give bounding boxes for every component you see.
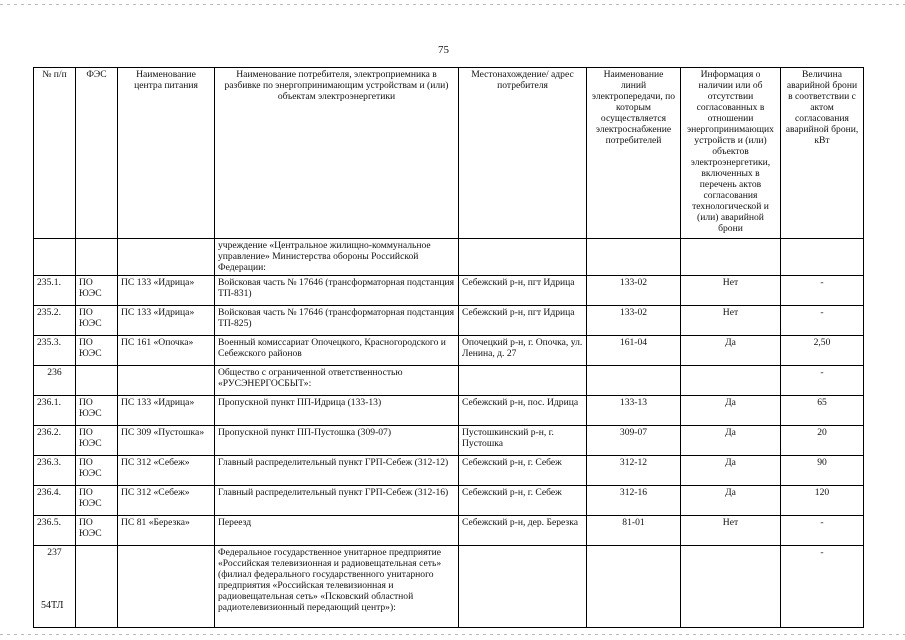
- cell-consumer: Военный комиссариат Опочецкого, Красногородского и Себежского районов: [215, 336, 459, 366]
- cell-consumer: учреждение «Центральное жилищно-коммунальное управление» Министерства обороны Российской Федерации:: [215, 239, 459, 276]
- cell-address: Себежский р-н, г. Себеж: [459, 456, 587, 486]
- cell-number: 236: [34, 366, 76, 396]
- cell-power-center: [118, 366, 215, 396]
- cell-fes: ПО ЮЭС: [76, 516, 118, 546]
- table-row: [34, 486, 864, 516]
- table-row: [34, 546, 864, 628]
- page-number: 75: [438, 44, 449, 56]
- col-header-reserve-kw: Величина аварийной брони в соответствии с актом согласования аварийной брони, кВт: [781, 68, 864, 239]
- cell-line: [587, 239, 681, 276]
- cell-reserve: 120: [781, 486, 864, 516]
- cell-address: Пустошкинский р-н, г. Пустошка: [459, 426, 587, 456]
- table-row: [34, 396, 864, 426]
- cell-line: 133-02: [587, 276, 681, 306]
- cell-line: 312-12: [587, 456, 681, 486]
- cell-power-center: ПС 81 «Березка»: [118, 516, 215, 546]
- table-row: [34, 336, 864, 366]
- cell-line: 312-16: [587, 486, 681, 516]
- col-header-fes: ФЭС: [76, 68, 118, 239]
- cell-reserve: -: [781, 306, 864, 336]
- cell-reserve: -: [781, 516, 864, 546]
- cell-consumer: Войсковая часть № 17646 (трансформаторная подстанция ТП-831): [215, 276, 459, 306]
- cell-power-center: ПС 133 «Идрица»: [118, 276, 215, 306]
- cell-number: 236.2.: [34, 426, 76, 456]
- cell-fes: ПО ЮЭС: [76, 456, 118, 486]
- cell-fes: [76, 239, 118, 276]
- cell-agreement: [681, 239, 781, 276]
- cell-line: 133-13: [587, 396, 681, 426]
- cell-power-center: [118, 239, 215, 276]
- scan-artifact-top: [0, 4, 905, 5]
- cell-power-center: ПС 161 «Опочка»: [118, 336, 215, 366]
- cell-consumer: Пропускной пункт ПП-Идрица (133-13): [215, 396, 459, 426]
- table-row: [34, 276, 864, 306]
- scan-artifact-bottom: [0, 634, 905, 635]
- cell-number: 235.1.: [34, 276, 76, 306]
- cell-consumer: Федеральное государственное унитарное предприятие «Российская телевизионная и радиовещательная сеть» (филиал федерального государственного унитарного предприятия «Российская телевизионная и радиовещательная сеть» «Псковский областной радиотелевизионный передающий центр»):: [215, 546, 459, 628]
- cell-fes: ПО ЮЭС: [76, 426, 118, 456]
- cell-fes: ПО ЮЭС: [76, 336, 118, 366]
- cell-agreement: [681, 546, 781, 628]
- cell-reserve: 2,50: [781, 336, 864, 366]
- cell-reserve: 65: [781, 396, 864, 426]
- cell-address: [459, 239, 587, 276]
- col-header-address: Местонахождение/ адрес потребителя: [459, 68, 587, 239]
- cell-reserve: [781, 239, 864, 276]
- cell-address: Себежский р-н, пос. Идрица: [459, 396, 587, 426]
- col-header-lines: Наименование линий электропередачи, по которым осуществляется электроснабжение потребителей: [587, 68, 681, 239]
- cell-agreement: Да: [681, 396, 781, 426]
- cell-number: 235.2.: [34, 306, 76, 336]
- col-header-consumer: Наименование потребителя, электроприемника в разбивке по энергопринимающим устройствам и (или) объектам электроэнергетики: [215, 68, 459, 239]
- cell-fes: ПО ЮЭС: [76, 276, 118, 306]
- cell-line: 81-01: [587, 516, 681, 546]
- table-row: [34, 426, 864, 456]
- cell-agreement: Нет: [681, 516, 781, 546]
- col-header-number: № п/п: [34, 68, 76, 239]
- table-row: [34, 366, 864, 396]
- cell-power-center: ПС 133 «Идрица»: [118, 396, 215, 426]
- cell-number: 236.1.: [34, 396, 76, 426]
- cell-line: [587, 366, 681, 396]
- cell-reserve: 20: [781, 426, 864, 456]
- cell-reserve: -: [781, 276, 864, 306]
- consumer-table: [33, 67, 864, 628]
- cell-number: [34, 239, 76, 276]
- cell-power-center: ПС 133 «Идрица»: [118, 306, 215, 336]
- table-header-row: [34, 68, 864, 239]
- cell-address: Себежский р-н, пгт Идрица: [459, 276, 587, 306]
- cell-address: Себежский р-н, пгт Идрица: [459, 306, 587, 336]
- col-header-agreement-info: Информация о наличии или об отсутствии согласованных в отношении энергопринимающих устройств и (или) объектов электроэнергетики, включенных в перечень актов согласования технологической и (или) аварийной брони: [681, 68, 781, 239]
- cell-power-center: ПС 312 «Себеж»: [118, 456, 215, 486]
- cell-agreement: Да: [681, 336, 781, 366]
- cell-number: 236.5.: [34, 516, 76, 546]
- cell-line: 309-07: [587, 426, 681, 456]
- footer-code: 54ТЛ: [41, 600, 64, 611]
- cell-fes: ПО ЮЭС: [76, 306, 118, 336]
- cell-number: 235.3.: [34, 336, 76, 366]
- cell-address: Себежский р-н, дер. Березка: [459, 516, 587, 546]
- cell-address: Себежский р-н, г. Себеж: [459, 486, 587, 516]
- col-header-power-center: Наименование центра питания: [118, 68, 215, 239]
- cell-line: 161-04: [587, 336, 681, 366]
- cell-agreement: Нет: [681, 306, 781, 336]
- cell-power-center: [118, 546, 215, 628]
- cell-consumer: Общество с ограниченной ответственностью «РУСЭНЕРГОСБЫТ»:: [215, 366, 459, 396]
- table-row: [34, 239, 864, 276]
- cell-address: [459, 546, 587, 628]
- cell-power-center: ПС 312 «Себеж»: [118, 486, 215, 516]
- cell-reserve: 90: [781, 456, 864, 486]
- cell-consumer: Переезд: [215, 516, 459, 546]
- cell-consumer: Войсковая часть № 17646 (трансформаторная подстанция ТП-825): [215, 306, 459, 336]
- cell-fes: [76, 366, 118, 396]
- cell-power-center: ПС 309 «Пустошка»: [118, 426, 215, 456]
- cell-address: [459, 366, 587, 396]
- cell-agreement: Да: [681, 456, 781, 486]
- cell-number: 237: [34, 546, 76, 628]
- table-row: [34, 306, 864, 336]
- table-row: [34, 456, 864, 486]
- cell-number: 236.4.: [34, 486, 76, 516]
- cell-agreement: Нет: [681, 276, 781, 306]
- cell-consumer: Главный распределительный пункт ГРП-Себеж (312-12): [215, 456, 459, 486]
- cell-reserve: -: [781, 366, 864, 396]
- cell-line: 133-02: [587, 306, 681, 336]
- cell-agreement: Да: [681, 486, 781, 516]
- cell-fes: ПО ЮЭС: [76, 486, 118, 516]
- cell-reserve: -: [781, 546, 864, 628]
- cell-fes: ПО ЮЭС: [76, 396, 118, 426]
- cell-number: 236.3.: [34, 456, 76, 486]
- table-row: [34, 516, 864, 546]
- cell-line: [587, 546, 681, 628]
- cell-fes: [76, 546, 118, 628]
- cell-agreement: Да: [681, 426, 781, 456]
- cell-consumer: Главный распределительный пункт ГРП-Себеж (312-16): [215, 486, 459, 516]
- cell-consumer: Пропускной пункт ПП-Пустошка (309-07): [215, 426, 459, 456]
- cell-agreement: [681, 366, 781, 396]
- cell-address: Опочецкий р-н, г. Опочка, ул. Ленина, д. 27: [459, 336, 587, 366]
